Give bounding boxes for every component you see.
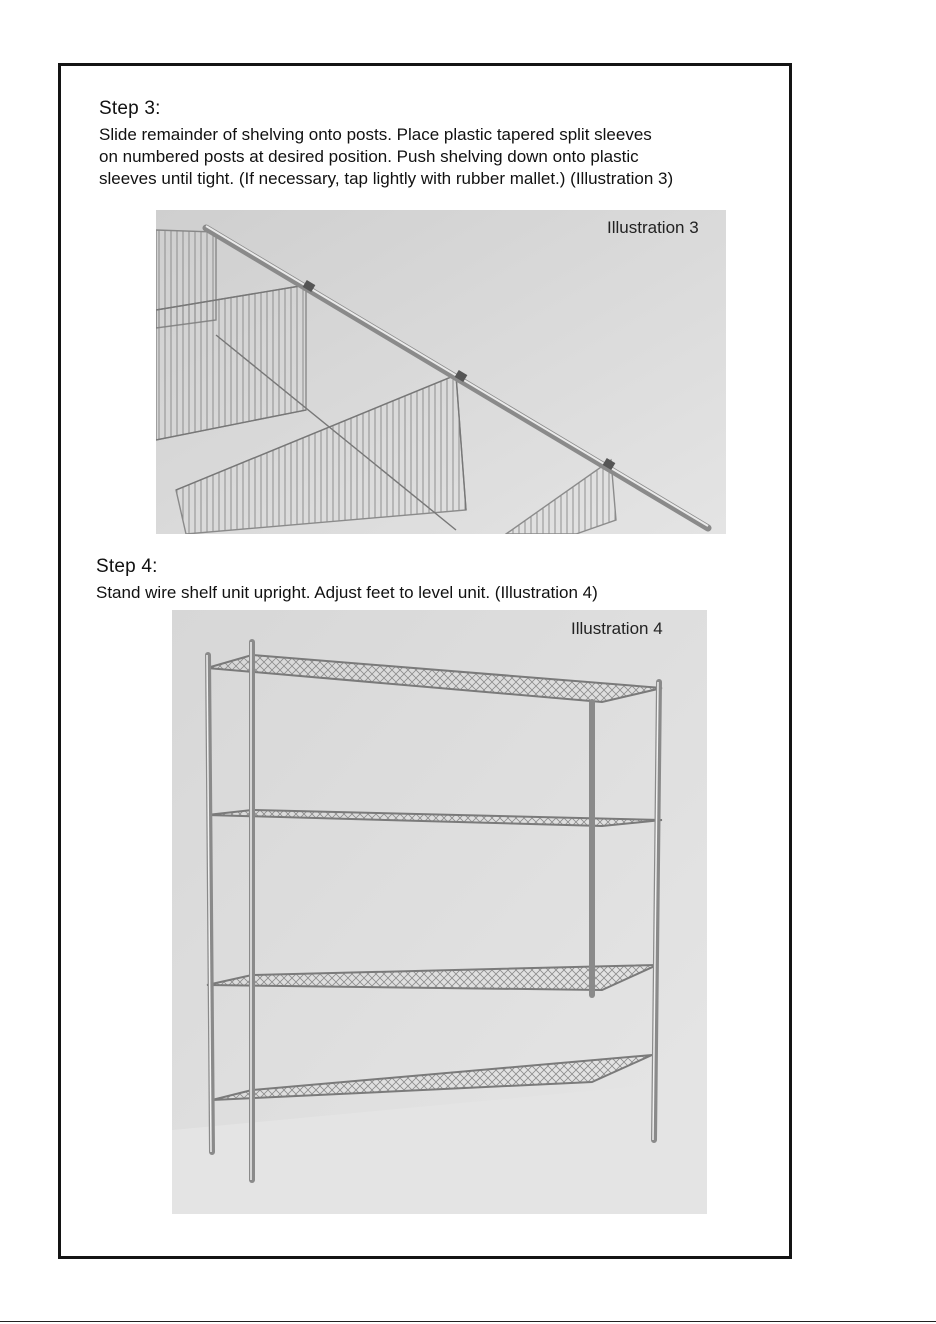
step-3-instructions bbox=[99, 124, 673, 190]
step-3-line-2: on numbered posts at desired position. Push shelving down onto plastic bbox=[99, 147, 639, 166]
illustration-3-label: Illustration 3 bbox=[607, 218, 699, 237]
step-3-title: Step 3: bbox=[99, 98, 161, 119]
illustration-4-drawing bbox=[172, 610, 707, 1214]
illustration-3-drawing bbox=[156, 210, 726, 534]
step-4-title: Step 4: bbox=[96, 556, 158, 577]
step-4-line-1: Stand wire shelf unit upright. Adjust feet to level unit. (Illustration 4) bbox=[96, 583, 598, 602]
step-4-instructions bbox=[96, 582, 598, 604]
illustration-4-label: Illustration 4 bbox=[571, 619, 663, 638]
illustration-3-photo bbox=[156, 210, 726, 534]
illustration-4-photo bbox=[172, 610, 707, 1214]
page-bottom-rule bbox=[0, 1321, 936, 1322]
step-3-line-1: Slide remainder of shelving onto posts. Place plastic tapered split sleeves bbox=[99, 125, 652, 144]
step-3-line-3: sleeves until tight. (If necessary, tap lightly with rubber mallet.) (Illustration 3) bbox=[99, 169, 674, 188]
